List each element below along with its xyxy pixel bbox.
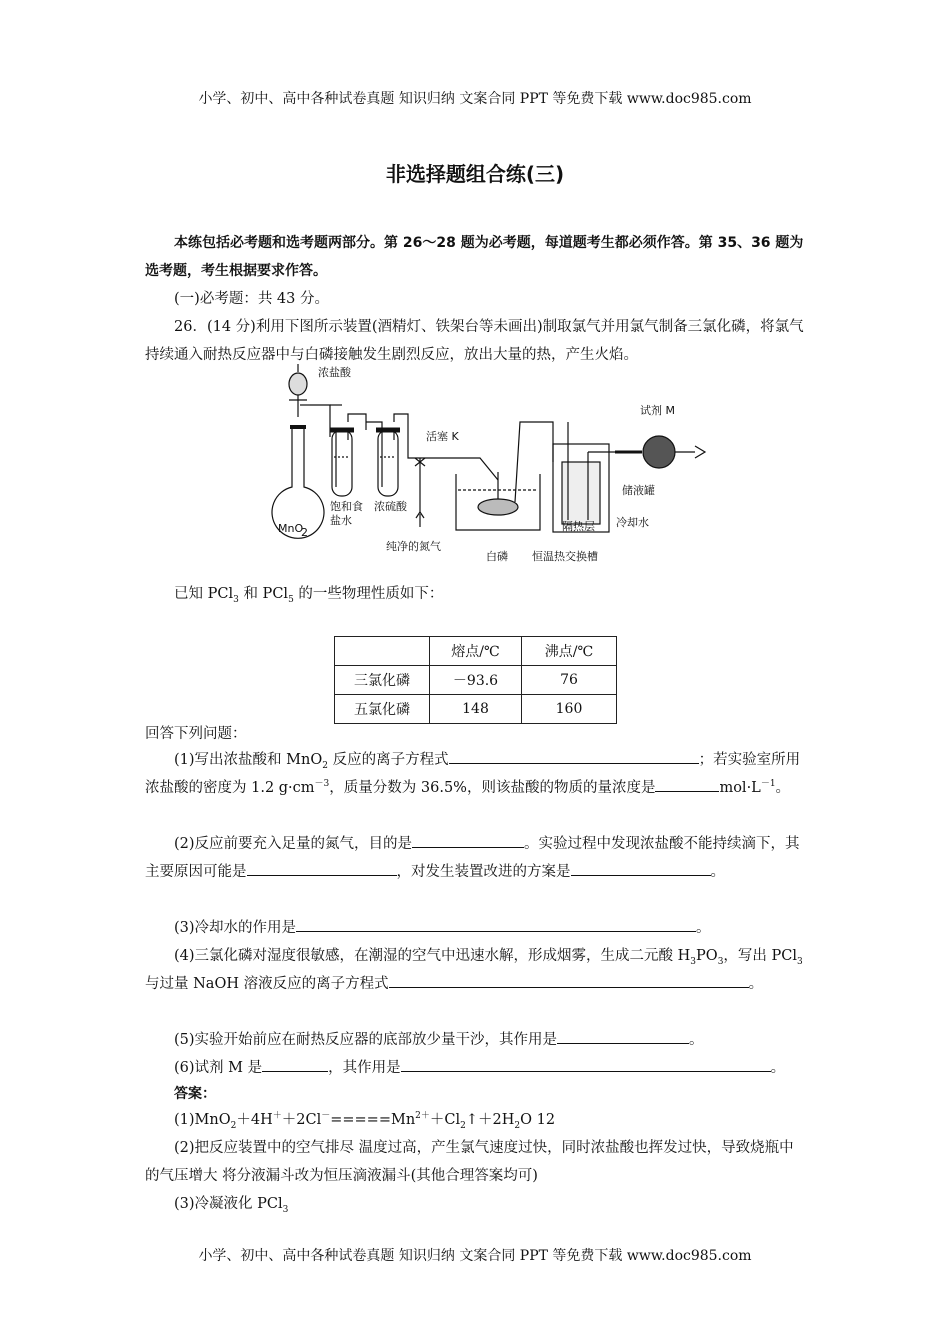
- label-valve: 活塞 K: [426, 430, 459, 443]
- page-header: 小学、初中、高中各种试卷真题 知识归纳 文案合同 PPT 等免费下载 www.doc985.com: [198, 91, 752, 107]
- label-reagent: 试剂 M: [640, 404, 675, 417]
- table-cell: 三氯化磷: [335, 666, 430, 695]
- label-nacl: 饱和食: [330, 500, 363, 513]
- answer-2: (2)把反应装置中的空气排尽 温度过高，产生氯气速度过快，同时浓盐酸也挥发过快，导致烧瓶中的气压增大 将分液漏斗改为恒压滴液漏斗(其他合理答案均可): [145, 1140, 794, 1184]
- label-h2so4: 浓硫酸: [374, 500, 407, 513]
- section-heading: (一)必考题：共 43 分。: [174, 291, 329, 307]
- page-title: 非选择题组合练(三): [385, 162, 565, 186]
- apparatus-diagram: [270, 362, 710, 567]
- table-header: [335, 637, 430, 666]
- table-cell: －93.6: [430, 666, 522, 695]
- answer-prompt: 回答下列问题：: [145, 726, 247, 742]
- label-cooling: 冷却水: [616, 516, 649, 529]
- question-5: (5)实验开始前应在耐热反应器的底部放少量干沙，其作用是 。: [145, 1026, 807, 1054]
- answer-1: $(1)MnO_2+4H^++2Cl^-=====Mn^{2+}+Cl_2↑+2H_2O$ 12: [174, 1111, 556, 1131]
- table-cell: 148: [430, 695, 522, 724]
- question-6: (6)试剂 M 是 ，其作用是 。: [145, 1054, 807, 1082]
- label-tank: 储液罐: [622, 484, 655, 497]
- answers-label: 答案：: [174, 1086, 216, 1102]
- page-footer: 小学、初中、高中各种试卷真题 知识归纳 文案合同 PPT 等免费下载 www.doc985.com: [198, 1248, 752, 1264]
- table-cell: 160: [522, 695, 617, 724]
- question-4: (4)三氯化磷对湿度很敏感，在潮湿的空气中迅速水解，形成烟雾，生成二元酸 $H_3PO_3$，写出 PCl$_3$ 与过量 NaOH 溶液反应的离子方程式 。: [145, 948, 803, 992]
- label-hcl: 浓盐酸: [318, 366, 351, 379]
- label-exchanger: 恒温热交换槽: [532, 550, 598, 563]
- answer-3: (3)冷凝液化 PCl$_3$: [174, 1196, 289, 1215]
- label-mno2: MnO: [278, 522, 304, 535]
- table-row: [335, 666, 617, 695]
- question-26: 26．(14 分)利用下图所示装置(酒精灯、铁架台等未画出)制取氯气并用氯气制备三氯化磷，将氯气持续通入耐热反应器中与白磷接触发生剧烈反应，放出大量的热，产生火焰。: [145, 319, 804, 363]
- question-3: (3)冷却水的作用是 。: [145, 914, 807, 942]
- label-insulation: 隔热层: [562, 520, 595, 533]
- table-cell: 五氯化磷: [335, 695, 430, 724]
- table-cell: 76: [522, 666, 617, 695]
- table-header: 沸点/℃: [522, 637, 617, 666]
- label-mno2-sub: 2: [301, 526, 308, 539]
- label-n2: 纯净的氮气: [386, 540, 441, 553]
- question-2: (2)反应前要充入足量的氮气，目的是 。实验过程中发现浓盐酸不能持续滴下，其主要原因可能是 ，对发生装置改进的方案是 。: [145, 830, 807, 886]
- properties-table: [334, 636, 617, 724]
- intro: 本练包括必考题和选考题两部分。第 26～28 题为必考题，每道题考生都必须作答。第 35、36 题为选考题，考生根据要求作答。: [145, 235, 804, 279]
- label-nacl-2: 盐水: [330, 514, 352, 527]
- question-1: (1)写出浓盐酸和 MnO$_2$ 反应的离子方程式 ；若实验室所用浓盐酸的密度为 1.2 $g\cdot cm^{-3}$，质量分数为 36.5%，则该盐酸的物质的量浓度是 $mol\cdot L^{-1}$。: [145, 746, 807, 802]
- known-properties: 已知 PCl$_3$ 和 PCl$_5$ 的一些物理性质如下：: [174, 586, 444, 605]
- label-p4: 白磷: [486, 550, 508, 563]
- table-header-row: [335, 637, 617, 666]
- table-header: 熔点/℃: [430, 637, 522, 666]
